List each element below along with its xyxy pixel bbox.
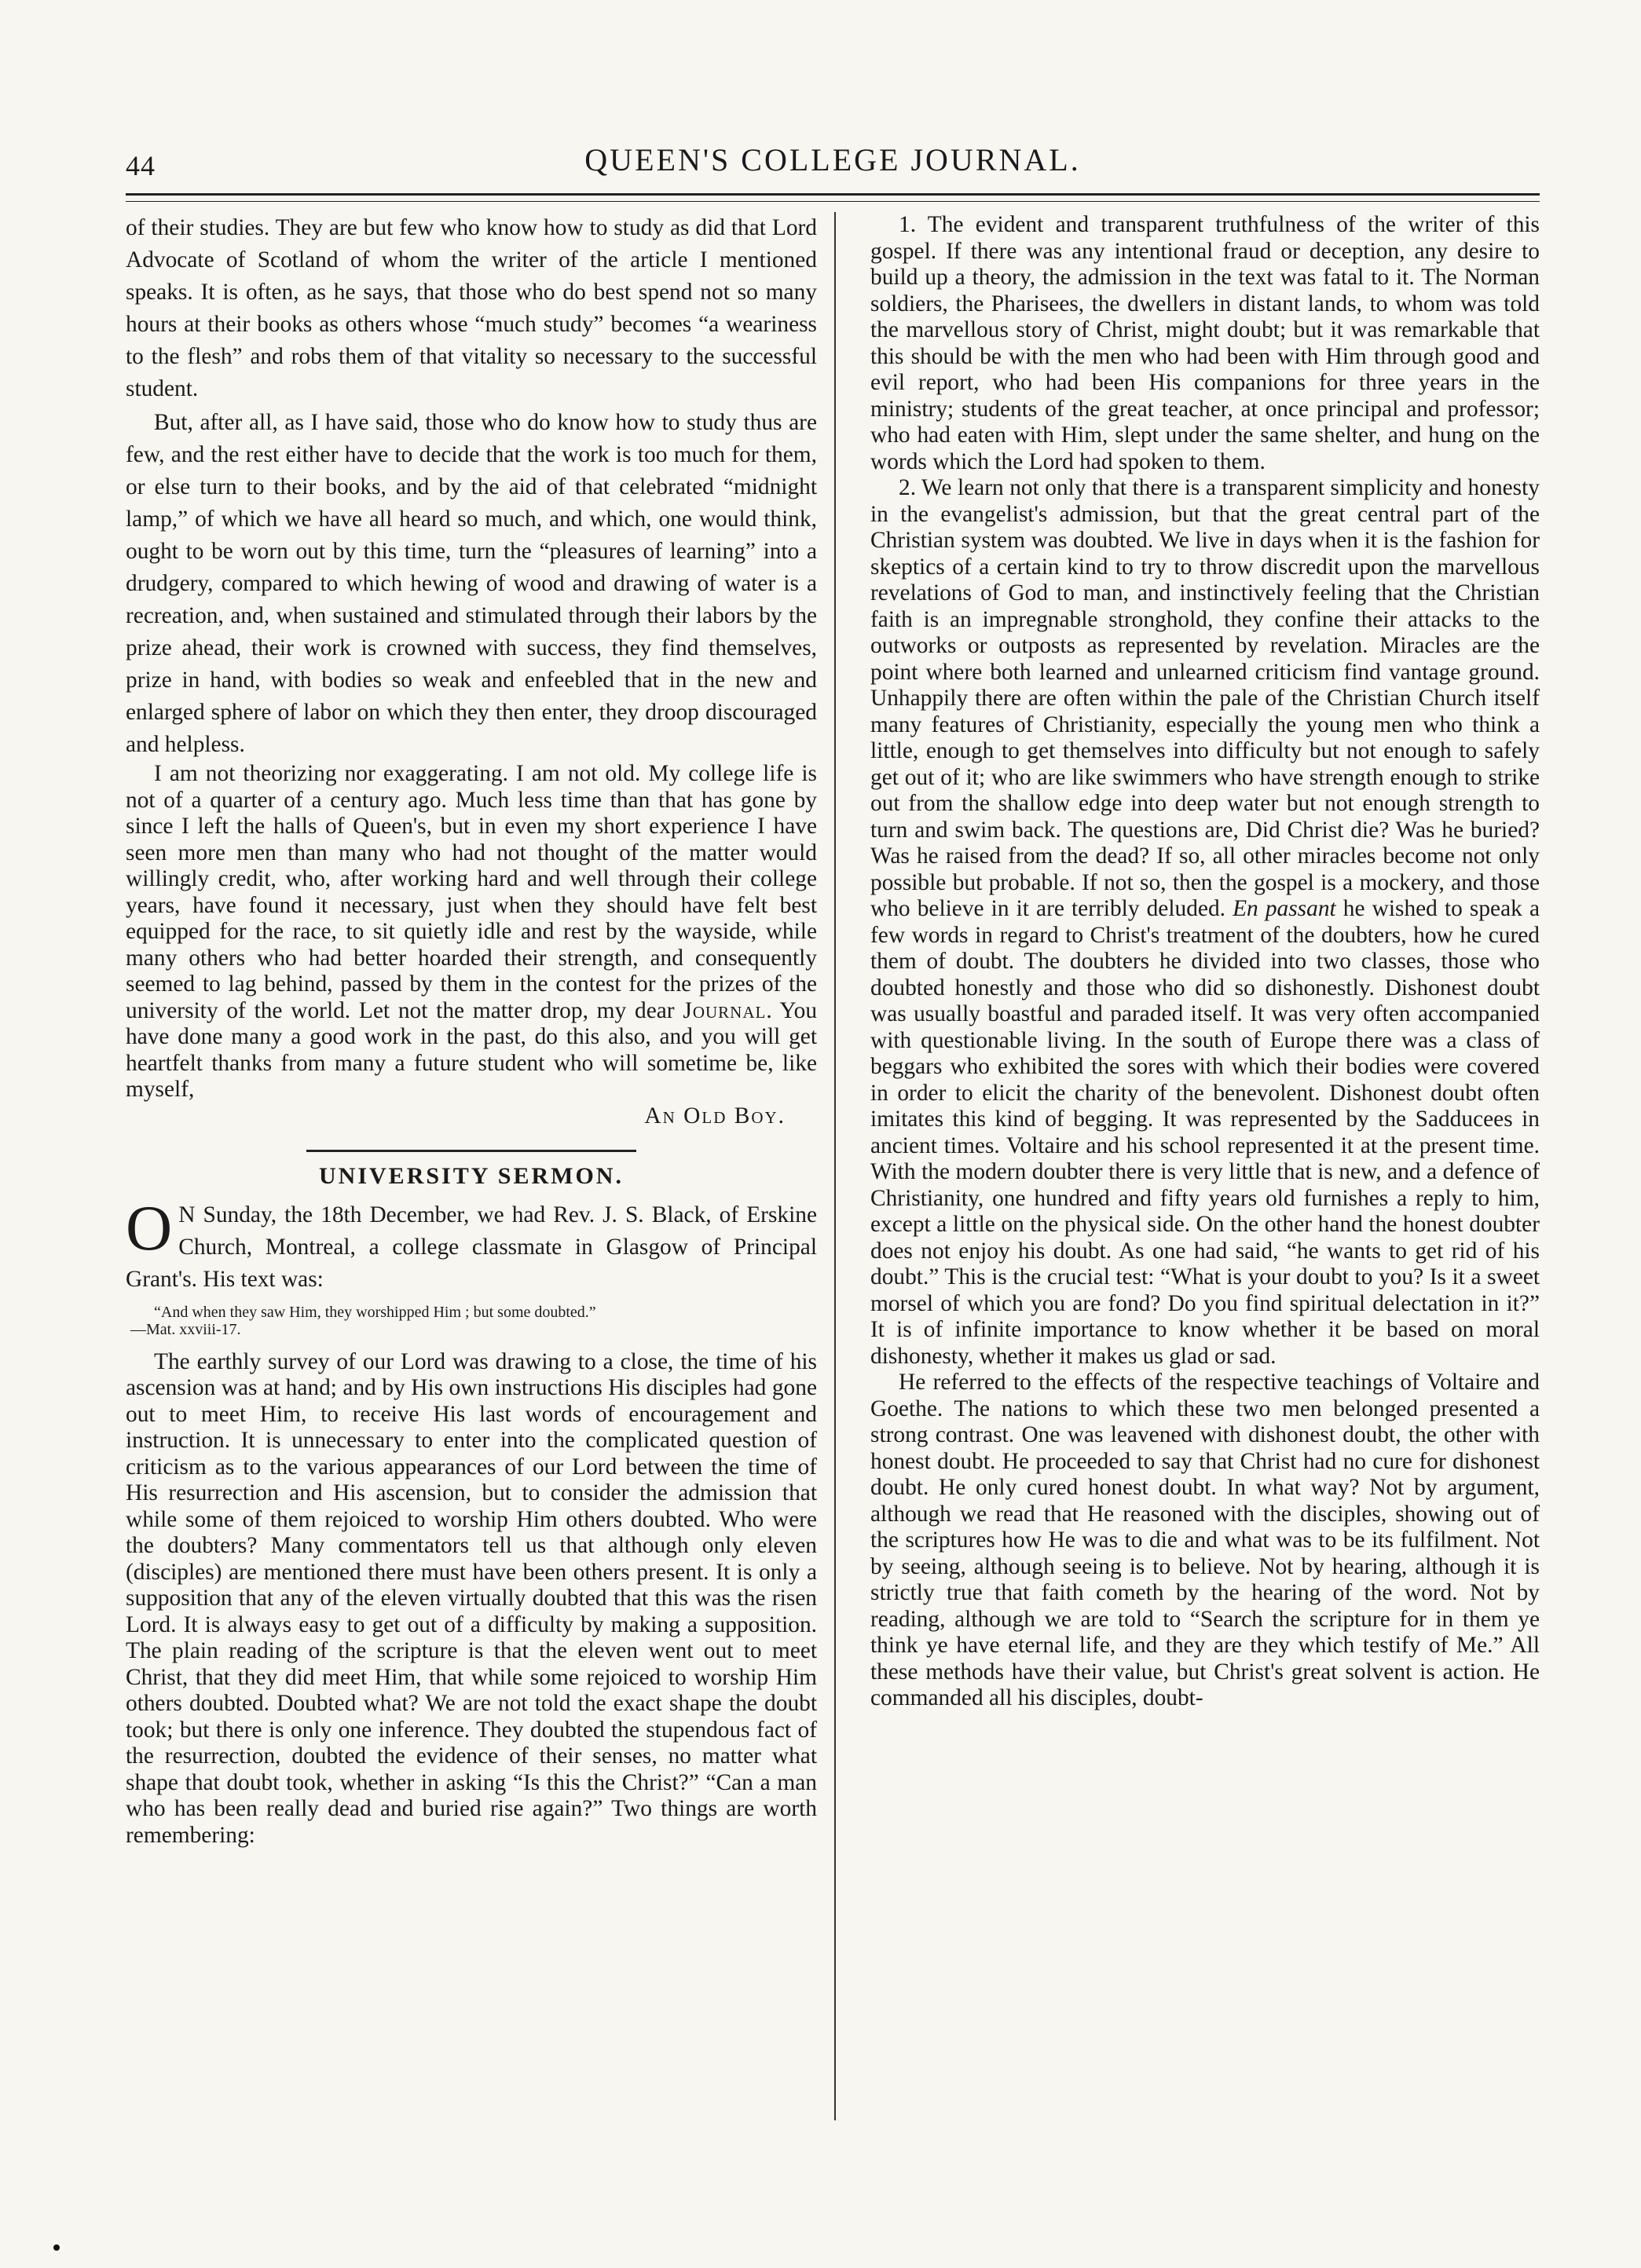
journal-title: QUEEN'S COLLEGE JOURNAL.	[584, 142, 1081, 177]
left-column	[126, 212, 817, 1849]
column-divider	[834, 212, 836, 2120]
page-number: 44	[126, 150, 156, 181]
paragraph-study: But, after all, as I have said, those who do know how to study thus are few, and the rest either have to decide that the work is too much for them, or else turn to their books, and by the aid of that celebrated “midnight lamp,” of which we have all heard so much, and which, one would think, ought to be worn out by this time, turn the “pleasures of learning” into a drudgery, compared to which hewing of wood and drawing of water is a recreation, and, when sustained and stimulated through their labors by the prize ahead, their work is crowned with success, they find themselves, prize in hand, with bodies so weak and enfeebled that in the new and enlarged sphere of labor on which they then enter, they droop discouraged and helpless.	[126, 410, 817, 757]
sermon-body: The earthly survey of our Lord was drawing to a close, the time of his ascension was at hand; and by His own instructions His disciples had gone out to meet Him, to receive His last words of encouragement and instruction. It is unnecessary to enter into the complicated question of criticism as to the various appearances of our Lord between the time of His resurrection and His ascension, but to consider the admission that while some of them rejoiced to worship Him others doubted. Who were the doubters? Many commentators tell us that although only eleven (disciples) are mentioned there must have been others present. It is only a supposition that any of the eleven virtually doubted that this was the risen Lord. It is always easy to get out of a difficulty by making a supposition. The plain reading of the scripture is that the eleven went out to meet Christ, that they did meet Him, that while some rejoiced to worship Him others doubted. Doubted what? We are not told the exact shape the doubt took; but there is only one inference. They doubted the stupendous fact of the resurrection, doubted the evidence of their senses, no matter what shape that doubt took, whether in asking “Is this the Christ?” “Can a man who has been really dead and buried rise again?” Two things are worth remembering:	[126, 1348, 817, 1848]
quote-text: “And when they saw Him, they worshipped Him ; but some doubted.”	[154, 1303, 596, 1321]
scripture-quote	[130, 1303, 817, 1338]
section-rule	[306, 1150, 636, 1152]
header-rule-thick	[126, 193, 1540, 196]
paragraph-experience-text: I am not theorizing nor exaggerating. I am not old. My college life is not of a quarter of a century ago. Much less time than that has gone by since I left the halls of Queen's, but in even my short experience I have seen more men than many who had not thought of the matter would willingly credit, who, after working hard and well through their college years, have found it necessary, just when they should have felt best equipped for the race, to sit quietly idle and rest by the wayside, while many others who had better hoarded their strength, and consequently seemed to lag behind, passed by them in the contest for the prizes of the university of the world. Let not the matter drop, my dear	[126, 761, 817, 1023]
quote-reference: —Mat. xxviii-17.	[130, 1320, 241, 1338]
point-one: 1. The evident and transparent truthfulness of the writer of this gospel. If there was any intentional fraud or deception, any desire to build up a theory, the admission in the text was fatal to it. The Norman soldiers, the Pharisees, the dwellers in distant lands, to whom was told the marvellous story of Christ, might doubt; but it was remarkable that this should be with the men who had been with Him through good and evil report, who had been His companions for three years in the ministry; students of the great teacher, at once principal and professor; who had eaten with Him, slept under the same shelter, and hung on the words which the Lord had spoken to them.	[870, 212, 1540, 474]
drop-cap: O	[126, 1191, 173, 1264]
journal-word: Journal	[683, 997, 767, 1023]
paragraph-experience-end: . You have done many a good work in the past, do this also, and you will get heartfelt thanks from many a future student who will sometime be, like myself,	[126, 997, 818, 1102]
ink-spot	[53, 2244, 60, 2251]
paragraph-experience	[126, 761, 817, 1103]
section-title: UNIVERSITY SERMON.	[319, 1163, 624, 1189]
point-two-text: 2. We learn not only that there is a transparent simplicity and honesty in the evangelist's admission, but that the great central part of the Christian system was doubted. We live in days when it is the fashion for skeptics of a certain kind to try to throw discredit upon the marvellous revelations of God to man, and instinctively feeling that the Christian faith is an impregnable stronghold, they confine their attacks to the outworks or outposts as represented by revelation. Miracles are the point where both learned and unlearned criticism find vantage ground. Unhappily there are often within the pale of the Christian Church itself many features of Christianity, especially the young men who think a little, enough to get themselves into difficulty but not enough to safely get out of it; who are like swimmers who have strength enough to strike out from the shallow edge into deep water but not enough strength to turn and swim back. The questions are, Did Christ die? Was he buried? Was he raised from the dead? If so, all other miracles become not only possible but probable. If not so, then the gospel is a mockery, and those who believe in it are terribly deluded.	[870, 475, 1540, 921]
signature: An Old Boy.	[644, 1103, 786, 1129]
final-paragraph: He referred to the effects of the respective teachings of Voltaire and Goethe. The nations to which these two men belonged presented a strong contrast. One was leavened with dishonest doubt, the other with honest doubt. He proceeded to say that Christ had no cure for dishonest doubt. He only cured honest doubt. In what way? Not by argument, although we read that He reasoned with the disciples, showing out of the scriptures how He was to die and what was to be its fulfilment. Not by seeing, although seeing is to believe. Not by hearing, although it is strictly true that faith cometh by the hearing of the word. Not by reading, although we are told to “Search the scripture for in them ye think ye have eternal life, and they are they which testify of Me.” All these methods have their value, but Christ's great solvent is action. He commanded all his disciples, doubt-	[870, 1370, 1540, 1710]
intro-paragraph: of their studies. They are but few who know how to study as did that Lord Advocate of Scotland of whom the writer of the article I mentioned speaks. It is often, as he says, that those who do best spend not so many hours at their books as others whose “much study” becomes “a weariness to the flesh” and robs them of that vitality so necessary to the successful student.	[126, 215, 817, 401]
sermon-intro-text: N Sunday, the 18th December, we had Rev. J. S. Black, of Erskine Church, Montreal, a college classmate in Glasgow of Principal Grant's. His text was:	[126, 1202, 817, 1292]
point-two-continued: he wished to speak a few words in regard to Christ's treatment of the doubters, how he cured them of doubt. The doubters he divided into two classes, those who doubted honestly and those who did so dishonestly. Dishonest doubt was usually boastful and paraded itself. It was very often accompanied with questionable living. In the south of Europe there was a class of beggars who exhibited the sores with which their bodies were covered in order to elicit the charity of the benevolent. Dishonest doubt often imitates this kind of begging. It was represented by the Sadducees in ancient times. Voltaire and his school represented it at the present time. With the modern doubter there is very little that is new, and a defence of Christianity, one hundred and fifty years old furnishes a reply to him, except a little on the physical side. On the other hand the honest doubter does not enjoy his doubt. As one had said, “he wants to get rid of his doubt.” This is the crucial test: “What is your doubt to you? Is it a sweet morsel of which you are fond? Do you find spiritual delectation in it?” It is of infinite importance to know whether it be based on moral dishonesty, whether it makes us glad or sad.	[870, 896, 1540, 1369]
point-two	[870, 475, 1540, 1370]
header-rule-thin	[126, 201, 1540, 202]
page-header	[126, 141, 1540, 188]
right-column	[870, 212, 1540, 1712]
sermon-intro	[126, 1191, 817, 1296]
en-passant: En passant	[1233, 896, 1336, 921]
